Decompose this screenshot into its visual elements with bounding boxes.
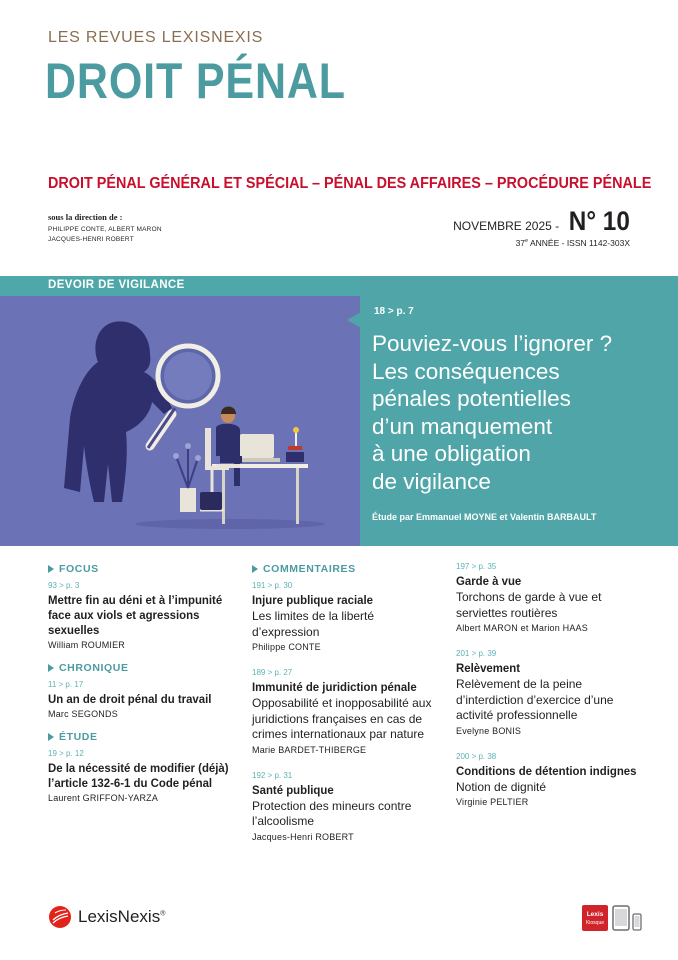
- publisher-wordmark: LexisNexis®: [78, 907, 166, 926]
- section-commentaires: COMMENTAIRES: [252, 562, 437, 576]
- entry-title: Conditions de détention indignes: [456, 763, 637, 778]
- journal-subtitle: DROIT PÉNAL GÉNÉRAL ET SPÉCIAL – PÉNAL DES AFFAIRES – PROCÉDURE PÉNALE: [48, 175, 652, 192]
- entry-page-ref: 11 > p. 17: [48, 680, 84, 689]
- toc-entry[interactable]: [48, 581, 233, 651]
- toc-entry[interactable]: [456, 752, 641, 809]
- feature-byline: Étude par Emmanuel MOYNE et Valentin BARBAULT: [372, 512, 597, 522]
- entry-author: Virginie PELTIER: [456, 797, 529, 807]
- phone-icon: [632, 913, 642, 931]
- headline-line: pénales potentielles: [372, 386, 571, 411]
- headline-line: à une obligation: [372, 441, 531, 466]
- entry-title: De la nécessité de modifier (déjà) l’article 132-6-1 du Code pénal: [48, 761, 229, 790]
- cover-feature: [0, 276, 678, 546]
- entry-title: Immunité de juridiction pénale: [252, 680, 417, 694]
- toc-column-3: [456, 562, 641, 808]
- entry-author: Jacques-Henri ROBERT: [252, 831, 354, 842]
- publisher-logo: [48, 905, 165, 929]
- entry-page-ref: 201 > p. 39: [456, 649, 497, 658]
- feature-page-ref: 18 > p. 7: [374, 306, 414, 317]
- entry-description: Torchons de garde à vue et serviettes routières: [456, 590, 602, 620]
- entry-title: Relèvement: [456, 661, 521, 675]
- entry-author: Evelyne BONIS: [456, 725, 522, 736]
- entry-title: Garde à vue: [456, 574, 522, 588]
- tablet-icon: [612, 905, 630, 931]
- entry-title: Injure publique raciale: [252, 593, 374, 607]
- entry-title: Un an de droit pénal du travail: [48, 692, 212, 706]
- directors-line: JACQUES-HENRI ROBERT: [48, 235, 134, 243]
- lexisnexis-logo-icon: [48, 905, 72, 929]
- panel-pointer: [347, 312, 361, 328]
- headline-line: d’un manquement: [372, 413, 553, 439]
- section-chronique: CHRONIQUE: [48, 661, 233, 675]
- entry-description: Notion de dignité: [456, 779, 547, 794]
- lexis-kiosque-badge: [582, 905, 610, 931]
- entry-author: Philippe CONTE: [252, 642, 321, 652]
- toc-entry[interactable]: [252, 581, 437, 653]
- feature-illustration: [0, 296, 360, 546]
- entry-description: Relèvement de la peine d’interdiction d’exercice d’une activité professionnelle: [456, 677, 614, 722]
- entry-description: Les limites de la liberté d’expression: [252, 609, 375, 639]
- entry-author: Albert MARON et Marion HAAS: [456, 623, 588, 633]
- svg-text:Lexis: Lexis: [586, 911, 604, 918]
- headline-line: Les conséquences: [372, 358, 560, 384]
- triangle-icon: [48, 733, 54, 741]
- series-label: LES REVUES LEXISNEXIS: [48, 29, 264, 46]
- entry-description: Opposabilité et inopposabilité aux juridictions françaises en cas de crimes internationaux par nature: [252, 696, 432, 741]
- entry-title: Mettre fin au déni et à l’impunité face aux viols et agressions sexuelles: [48, 593, 223, 637]
- entry-title: Santé publique: [252, 782, 334, 797]
- toc-entry[interactable]: [252, 668, 437, 756]
- entry-author: Marie BARDET-THIBERGE: [252, 744, 367, 755]
- section-etude: ÉTUDE: [48, 730, 233, 744]
- directors-line: PHILIPPE CONTE, ALBERT MARON: [48, 226, 162, 233]
- feature-headline: [372, 330, 672, 495]
- triangle-icon: [252, 565, 258, 573]
- entry-author: Laurent GRIFFON-YARZA: [48, 793, 159, 803]
- headline-line: de vigilance: [372, 468, 491, 494]
- entry-author: William ROUMIER: [48, 640, 125, 650]
- toc-column-1: [48, 562, 233, 804]
- entry-author: Marc SEGONDS: [48, 709, 118, 719]
- feature-panel: [360, 276, 678, 546]
- device-badges: [582, 905, 642, 931]
- direction-label: sous la direction de :: [48, 212, 123, 222]
- entry-page-ref: 189 > p. 27: [252, 668, 293, 677]
- toc-entry[interactable]: [48, 749, 233, 804]
- triangle-icon: [48, 565, 54, 573]
- issue-info: [453, 208, 630, 248]
- issue-year-issn: 37e ANNÉE - ISSN 1142-303X: [515, 238, 630, 248]
- entry-page-ref: 200 > p. 38: [456, 751, 497, 761]
- toc-entry[interactable]: [252, 771, 437, 843]
- entry-page-ref: 197 > p. 35: [456, 562, 497, 571]
- entry-page-ref: 19 > p. 12: [48, 749, 84, 758]
- entry-description: Protection des mineurs contre l’alcoolisme: [252, 798, 412, 828]
- svg-text:Kiosque: Kiosque: [585, 920, 605, 926]
- entry-page-ref: 192 > p. 31: [252, 770, 293, 780]
- section-focus: FOCUS: [48, 562, 233, 576]
- triangle-icon: [48, 664, 54, 672]
- entry-page-ref: 191 > p. 30: [252, 581, 293, 590]
- entry-page-ref: 93 > p. 3: [48, 581, 80, 590]
- directors-list: [48, 225, 162, 244]
- issue-date: NOVEMBRE 2025 -: [453, 219, 560, 233]
- feature-topic-band: DEVOIR DE VIGILANCE: [0, 276, 360, 296]
- magnifier-illustration: [0, 296, 360, 546]
- headline-line: Pouviez-vous l’ignorer ?: [372, 331, 613, 356]
- editorial-direction: [48, 212, 162, 244]
- issue-number: N° 10: [568, 206, 630, 236]
- toc-entry[interactable]: [456, 649, 641, 737]
- toc-column-2: [252, 562, 437, 843]
- toc-entry[interactable]: [456, 562, 641, 634]
- toc-entry[interactable]: [48, 680, 233, 720]
- journal-title: DROIT PÉNAL: [45, 53, 346, 109]
